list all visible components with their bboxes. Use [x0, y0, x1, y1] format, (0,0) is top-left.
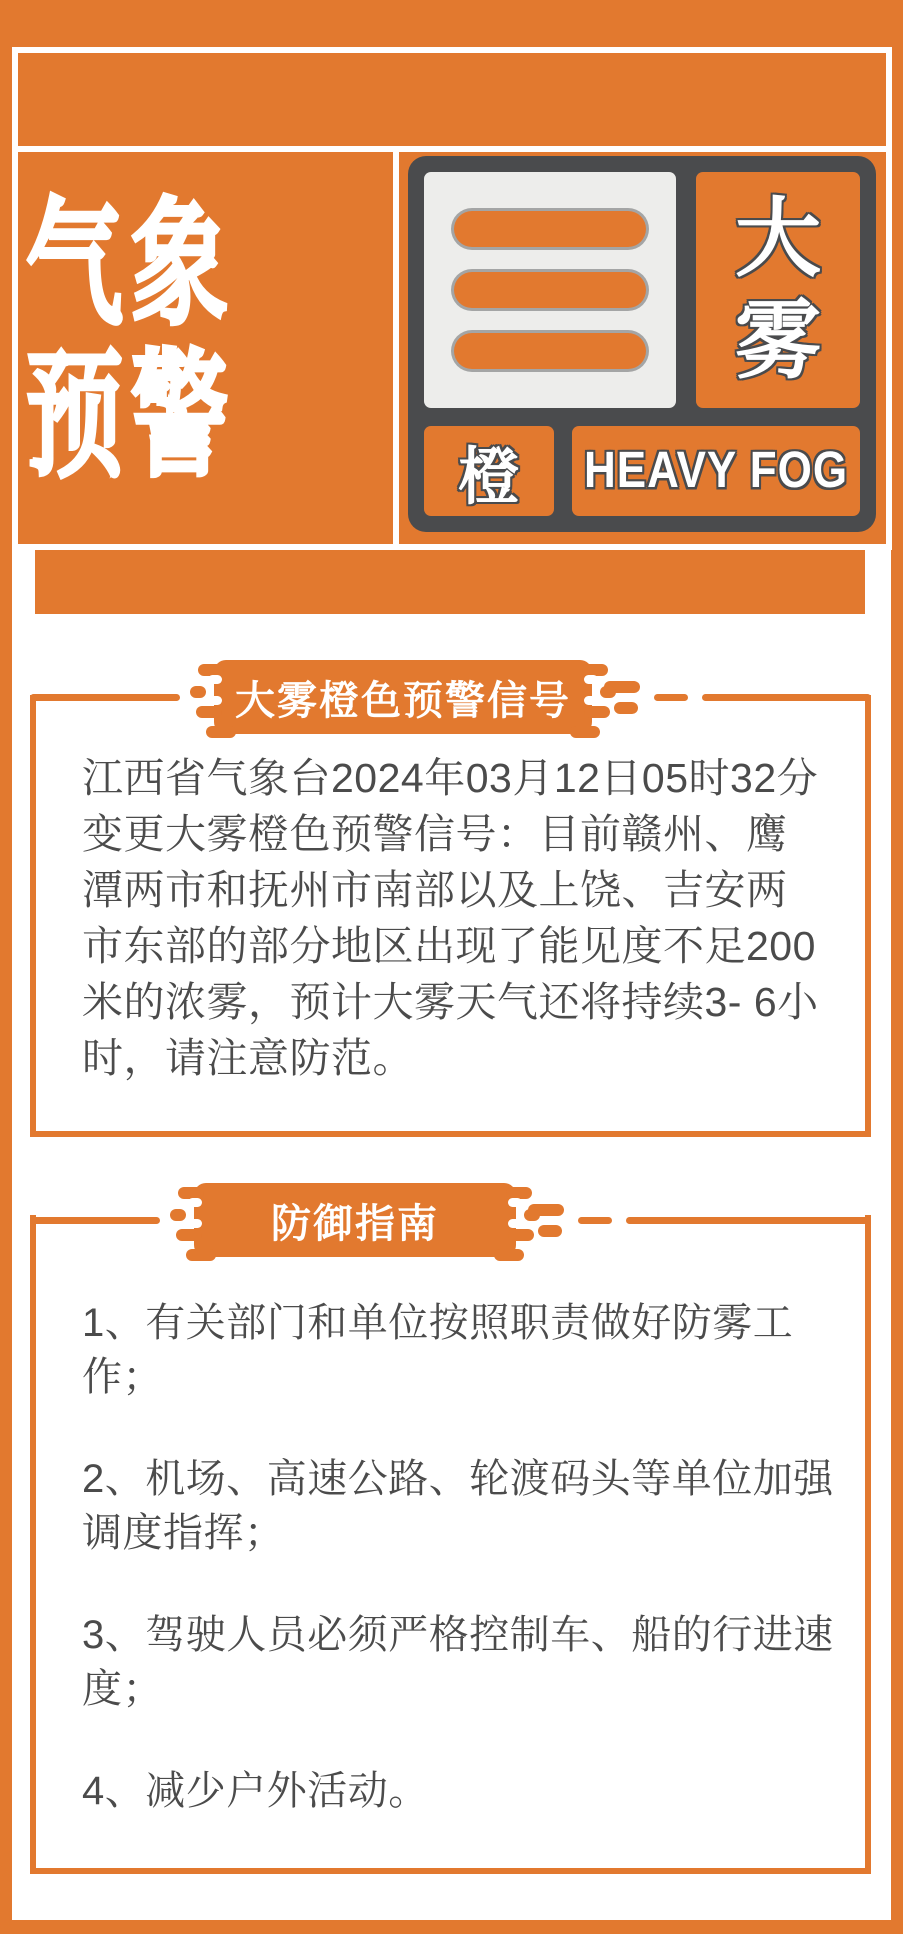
- english-label-panel: [572, 426, 860, 516]
- fog-icon-bar: [454, 211, 646, 247]
- page-title: [26, 188, 236, 492]
- decorative-dash: [578, 1217, 612, 1224]
- header-vertical-divider: [393, 150, 399, 550]
- decorative-line: [30, 694, 180, 701]
- header-connector-band: [35, 550, 865, 614]
- warning-card-header: [30, 660, 871, 734]
- warning-badge: [214, 660, 592, 734]
- decorative-line: [702, 694, 871, 701]
- guide-card-header: [30, 1183, 871, 1257]
- decorative-dash: [654, 694, 688, 701]
- warning-body-text: 江西省气象台2024年03月12日05时32分变更大雾橙色预警信号：目前赣州、鹰潭两市和抚州市南部以及上饶、吉安两市东部的部分地区出现了能见度不足200米的浓雾，预计大雾天气还将持续3- 6小时，请注意防范。: [82, 755, 819, 1081]
- heavy-fog-warning-sign: [408, 156, 876, 532]
- alert-level-char: 橙: [424, 426, 554, 516]
- header-horizontal-divider: [12, 146, 892, 152]
- page-title-line1: 气象: [26, 186, 236, 342]
- fog-name-char: 大: [735, 191, 821, 287]
- page-title-line2: 预警: [26, 338, 236, 494]
- fog-name-char: 雾: [735, 293, 821, 389]
- guide-item: 2、机场、高速公路、轮渡码头等单位加强调度指挥；: [82, 1457, 834, 1555]
- decorative-line: [626, 1217, 871, 1224]
- guide-badge-label: 防御指南: [271, 1201, 439, 1246]
- guide-item: 4、减少户外活动。: [82, 1769, 429, 1813]
- decorative-line: [30, 1217, 160, 1224]
- guide-list: [82, 1296, 837, 1866]
- guide-badge: [194, 1183, 516, 1257]
- guide-item: 3、驾驶人员必须严格控制车、船的行进速度；: [82, 1613, 834, 1711]
- english-label: HEAVY FOG: [583, 442, 849, 499]
- fog-icon: [424, 172, 676, 408]
- warning-badge-label: 大雾橙色预警信号: [235, 678, 571, 723]
- fog-icon-bar: [454, 333, 646, 369]
- fog-name-panel: [696, 172, 860, 408]
- fog-icon-bar: [454, 272, 646, 308]
- guide-item: 1、有关部门和单位按照职责做好防雾工作；: [82, 1301, 794, 1399]
